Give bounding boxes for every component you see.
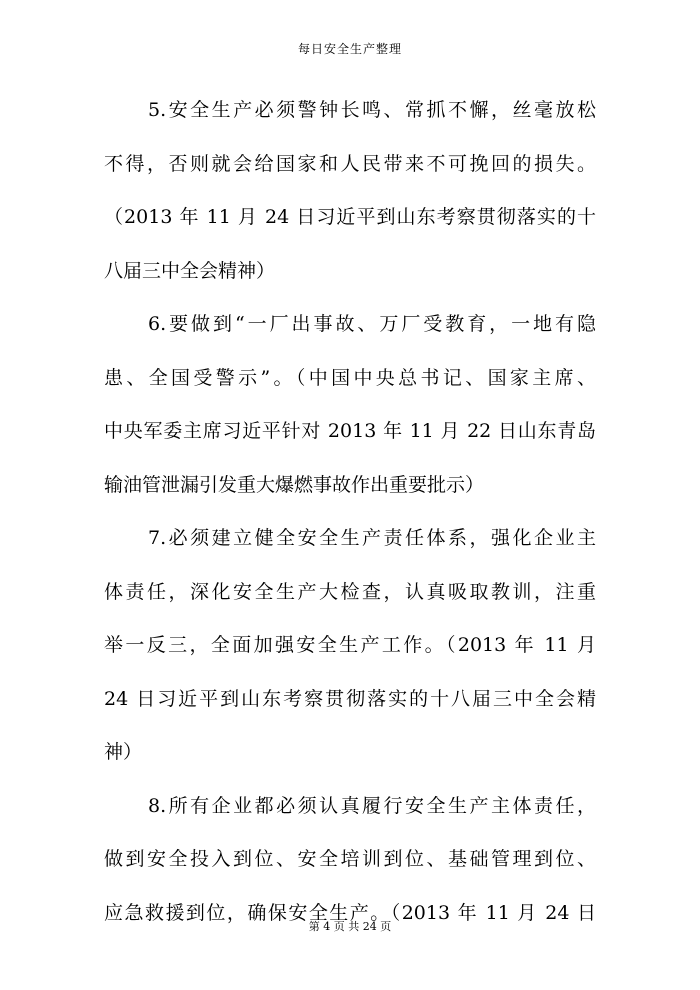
paragraph-5-line-4: 八届三中全会精神）	[104, 259, 276, 282]
paragraph-7-line-3: 举一反三，全面加强安全生产工作。（2013 年 11 月	[104, 634, 596, 656]
paragraph-7-line-2: 体责任，深化安全生产大检查，认真吸取教训，注重	[104, 580, 596, 603]
paragraph-7-line-5: 神）	[104, 741, 143, 763]
paragraph-5-line-1: 5.安全生产必须警钟长鸣、常抓不懈，丝毫放松	[148, 99, 596, 121]
page-footer: 第 4 页 共 24 页	[308, 920, 392, 933]
paragraph-5-line-3: （2013 年 11 月 24 日习近平到山东考察贯彻落实的十	[104, 206, 596, 228]
page-header: 每日安全生产整理	[297, 42, 402, 56]
paragraph-5-line-2: 不得，否则就会给国家和人民带来不可挽回的损失。	[104, 152, 596, 175]
paragraph-6-line-2: 患、全国受警示”。（中国中央总书记、国家主席、	[104, 366, 596, 389]
paragraph-6-line-4: 输油管泄漏引发重大爆燃事故作出重要批示）	[104, 473, 485, 496]
paragraph-8-line-1: 8.所有企业都必须认真履行安全生产主体责任，	[148, 794, 596, 817]
paragraph-7-line-1: 7.必须建立健全安全生产责任体系，强化企业主	[148, 527, 596, 549]
paragraph-7-line-4: 24 日习近平到山东考察贯彻落实的十八届三中全会精	[104, 687, 596, 710]
paragraph-8-line-3: 应急救援到位，确保安全生产。（2013 年 11 月 24 日	[104, 901, 596, 924]
paragraph-8-line-2: 做到安全投入到位、安全培训到位、基础管理到位、	[104, 848, 596, 870]
paragraph-6-line-3: 中央军委主席习近平针对 2013 年 11 月 22 日山东青岛	[104, 420, 596, 442]
paragraph-6-line-1: 6.要做到“一厂出事故、万厂受教育，一地有隐	[148, 313, 596, 335]
document-body	[104, 84, 596, 940]
